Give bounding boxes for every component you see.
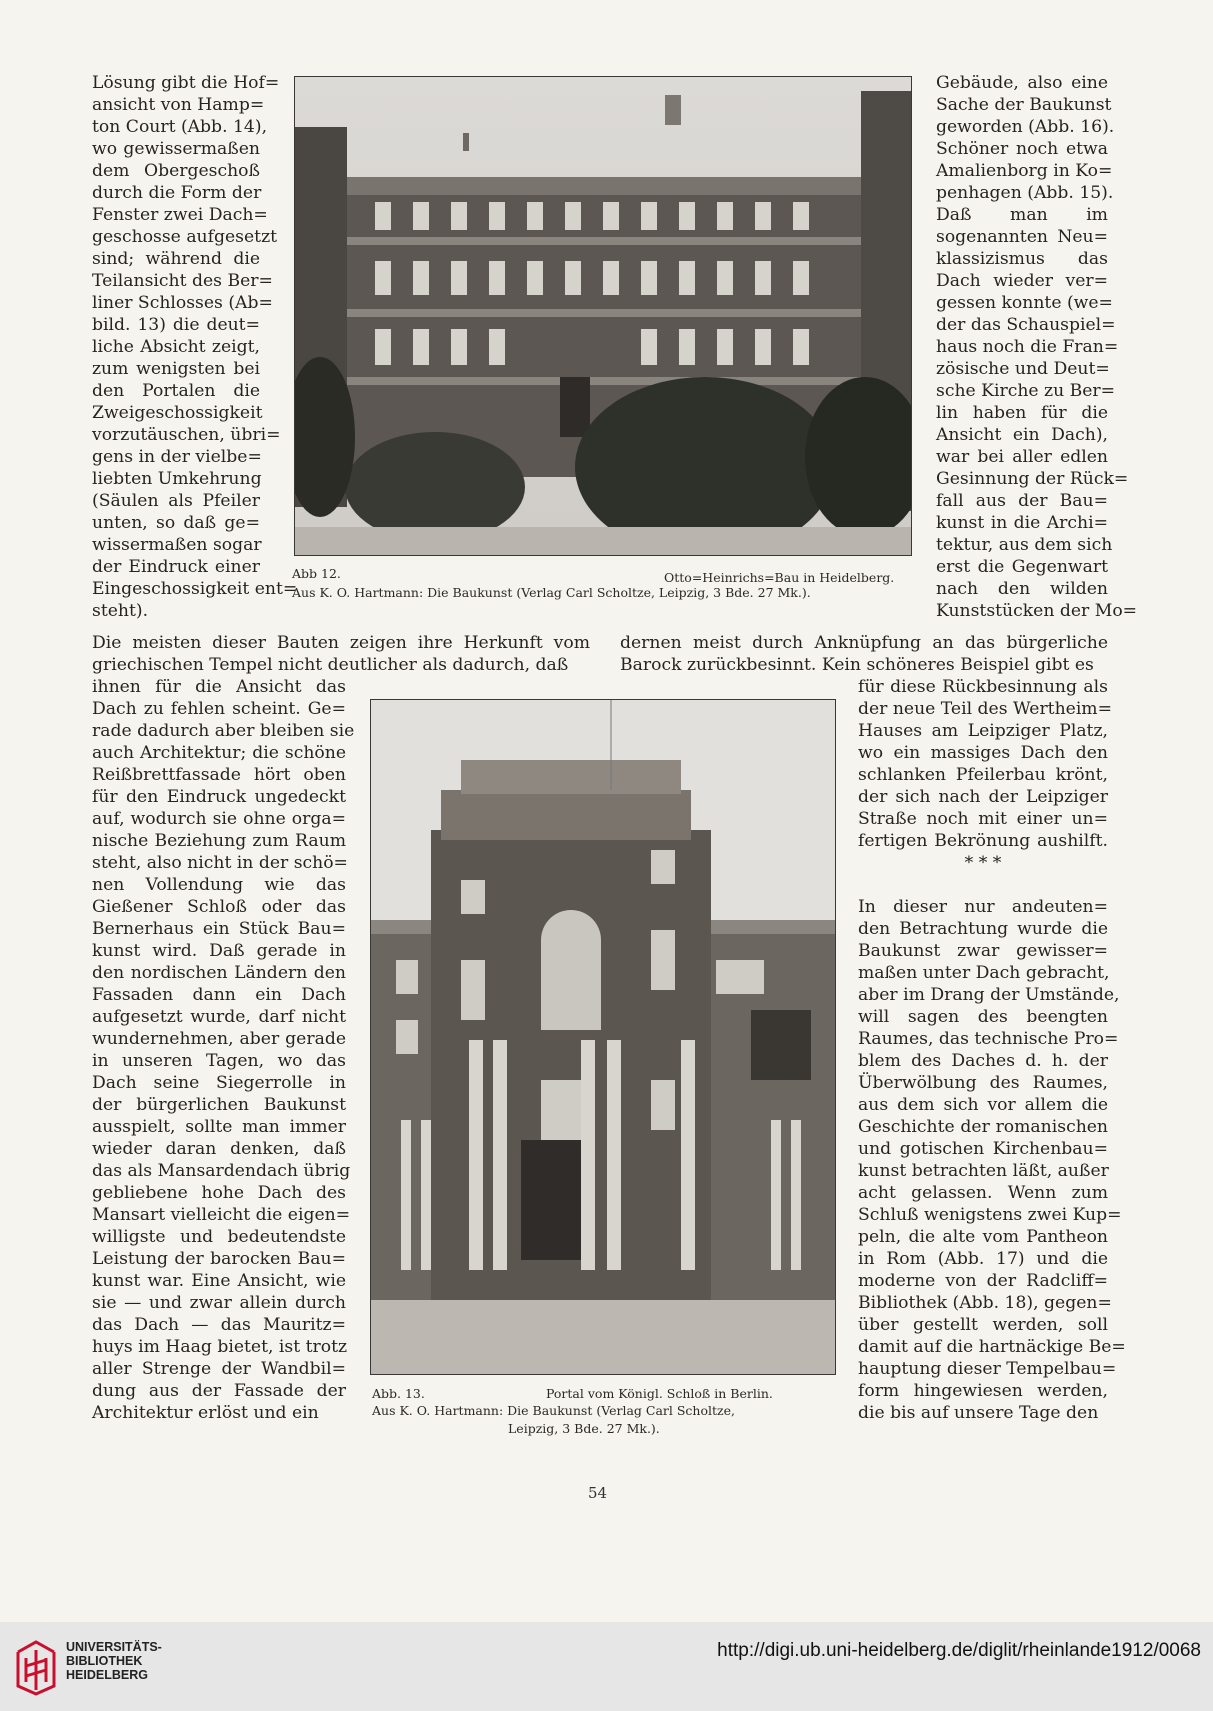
middle-left-lines: [92, 632, 590, 676]
text-line: Barock zurückbesinnt. Kein schöneres Beispiel gibt es: [620, 655, 1094, 675]
text-line: blem des Daches d. h. der: [858, 1051, 1108, 1071]
text-line: Sache der Baukunst: [936, 95, 1112, 115]
text-line: dernen meist durch Anknüpfung an das bürgerliche: [620, 633, 1108, 653]
text-line: Kunststücken der Mo=: [936, 601, 1138, 621]
text-line: gebliebene hohe Dach des: [92, 1183, 346, 1203]
text-line: Straße noch mit einer un=: [858, 809, 1108, 829]
left-column-bottom: [92, 676, 355, 1424]
text-line: kunst betrachten läßt, außer: [858, 1161, 1109, 1181]
text-line: hauptung dieser Tempelbau=: [858, 1359, 1117, 1379]
figure-13-label: Abb. 13.: [372, 1386, 425, 1401]
text-line: das Dach — das Mauritz=: [92, 1315, 346, 1335]
text-line: zum wenigsten bei: [92, 359, 260, 379]
text-line: der bürgerlichen Baukunst: [92, 1095, 346, 1115]
text-line: dung aus der Fassade der: [92, 1381, 346, 1401]
text-line: in Rom (Abb. 17) und die: [858, 1249, 1108, 1269]
text-line: für diese Rückbesinnung als: [858, 677, 1108, 697]
text-line: und gotischen Kirchenbau=: [858, 1139, 1108, 1159]
text-line: erst die Gegenwart: [936, 557, 1108, 577]
text-line: will sagen des beengten: [858, 1007, 1108, 1027]
text-line: Mansart vielleicht die eigen=: [92, 1205, 351, 1225]
text-line: Fassaden dann ein Dach: [92, 985, 346, 1005]
library-name-line3: HEIDELBERG: [66, 1668, 148, 1682]
text-line: über gestellt werden, soll: [858, 1315, 1108, 1335]
library-name-line1: UNIVERSITÄTS-: [66, 1640, 162, 1654]
text-line: ton Court (Abb. 14),: [92, 117, 268, 137]
text-line: durch die Form der: [92, 183, 262, 203]
figure-12-title: Otto=Heinrichs=Bau in Heidelberg.: [664, 570, 895, 585]
text-line: Dach zu fehlen scheint. Ge=: [92, 699, 346, 719]
text-line: Gießener Schloß oder das: [92, 897, 346, 917]
text-line: haus noch die Fran=: [936, 337, 1119, 357]
text-line: Dach wieder ver=: [936, 271, 1108, 291]
middle-right-lines: [620, 632, 1108, 676]
text-line: war bei aller edlen: [936, 447, 1108, 467]
text-line: * * *: [964, 853, 1002, 873]
text-line: Überwölbung des Raumes,: [858, 1073, 1108, 1093]
text-line: Dach seine Siegerrolle in: [92, 1073, 346, 1093]
text-line: Geschichte der romanischen: [858, 1117, 1108, 1137]
text-line: Raumes, das technische Pro=: [858, 1029, 1119, 1049]
text-line: (Säulen als Pfeiler: [92, 491, 260, 511]
text-line: Baukunst zwar gewisser=: [858, 941, 1108, 961]
text-line: [858, 874, 1108, 896]
right-column-top: [936, 72, 1138, 622]
source-url-link[interactable]: http://digi.ub.uni-heidelberg.de/diglit/rheinlande1912/0068: [717, 1640, 1201, 1661]
text-line: damit auf die hartnäckige Be=: [858, 1337, 1126, 1357]
text-line: liche Absicht zeigt,: [92, 337, 260, 357]
figure-13-title: Portal vom Königl. Schloß in Berlin.: [546, 1386, 773, 1401]
text-line: maßen unter Dach gebracht,: [858, 963, 1110, 983]
text-line: Fenster zwei Dach=: [92, 205, 268, 225]
text-line: liner Schlosses (Ab=: [92, 293, 273, 313]
text-line: Zweigeschossigkeit: [92, 403, 263, 423]
text-line: form hingewiesen werden,: [858, 1381, 1108, 1401]
figure-13-credit-line1: Aus K. O. Hartmann: Die Baukunst (Verlag Carl Scholtze,: [372, 1403, 735, 1418]
text-line: steht).: [92, 601, 149, 621]
text-line: huys im Haag bietet, ist trotz: [92, 1337, 348, 1357]
text-line: fall aus der Bau=: [936, 491, 1108, 511]
text-line: sie — und zwar allein durch: [92, 1293, 346, 1313]
text-line: in unseren Tagen, wo das: [92, 1051, 346, 1071]
text-line: dem Obergeschoß: [92, 161, 260, 181]
text-line: moderne von der Radcliff=: [858, 1271, 1108, 1291]
text-line: fertigen Bekrönung aushilft.: [858, 831, 1108, 851]
text-line: gessen konnte (we=: [936, 293, 1113, 313]
text-line: zösische und Deut=: [936, 359, 1110, 379]
text-line: den Portalen die: [92, 381, 260, 401]
text-line: penhagen (Abb. 15).: [936, 183, 1114, 203]
text-line: kunst wird. Daß gerade in: [92, 941, 346, 961]
text-line: wieder daran denken, daß: [92, 1139, 346, 1159]
text-line: der sich nach der Leipziger: [858, 787, 1108, 807]
library-name: [66, 1640, 162, 1682]
figure-12-photo: [294, 76, 912, 556]
heidelberg-castle-image: [295, 77, 911, 555]
text-line: Daß man im: [936, 205, 1108, 225]
figure-12-credit: Aus K. O. Hartmann: Die Baukunst (Verlag Carl Scholtze, Leipzig, 3 Bde. 27 Mk.).: [292, 585, 811, 600]
text-line: unten, so daß ge=: [92, 513, 260, 533]
text-line: In dieser nur andeuten=: [858, 897, 1108, 917]
text-line: peln, die alte vom Pantheon: [858, 1227, 1108, 1247]
text-line: Leistung der barocken Bau=: [92, 1249, 346, 1269]
text-line: aus dem sich vor allem die: [858, 1095, 1108, 1115]
text-line: Bibliothek (Abb. 18), gegen=: [858, 1293, 1112, 1313]
text-line: aufgesetzt wurde, darf nicht: [92, 1007, 346, 1027]
text-line: der das Schauspiel=: [936, 315, 1116, 335]
text-line: Ansicht ein Dach),: [936, 425, 1108, 445]
text-line: griechischen Tempel nicht deutlicher als dadurch, daß: [92, 655, 569, 675]
text-line: tektur, aus dem sich: [936, 535, 1113, 555]
text-line: acht gelassen. Wenn zum: [858, 1183, 1108, 1203]
university-library-logo: [12, 1638, 60, 1696]
berlin-palace-portal-image: [371, 700, 835, 1374]
text-line: Eingeschossigkeit ent=: [92, 579, 298, 599]
text-line: wo ein massiges Dach den: [858, 743, 1108, 763]
figure-13-credit-line2: Leipzig, 3 Bde. 27 Mk.).: [508, 1421, 660, 1436]
text-line: gens in der vielbe=: [92, 447, 262, 467]
text-line: ihnen für die Ansicht das: [92, 677, 346, 697]
text-line: liebten Umkehrung: [92, 469, 262, 489]
text-line: wundernehmen, aber gerade: [92, 1029, 346, 1049]
text-line: den nordischen Ländern den: [92, 963, 346, 983]
library-name-line2: BIBLIOTHEK: [66, 1654, 143, 1668]
text-line: Reißbrettfassade hört oben: [92, 765, 346, 785]
text-line: nische Beziehung zum Raum: [92, 831, 346, 851]
footer-bar: [0, 1622, 1213, 1711]
text-line: nen Vollendung wie das: [92, 875, 346, 895]
page-number: 54: [588, 1484, 608, 1502]
text-line: klassizismus das: [936, 249, 1108, 269]
text-line: wissermaßen sogar: [92, 535, 262, 555]
left-column-top: [92, 72, 298, 622]
text-line: kunst war. Eine Ansicht, wie: [92, 1271, 346, 1291]
text-line: nach den wilden: [936, 579, 1108, 599]
text-line: rade dadurch aber bleiben sie: [92, 721, 355, 741]
text-line: auf, wodurch sie ohne orga=: [92, 809, 346, 829]
figure-13-photo: [370, 699, 836, 1375]
text-line: Teilansicht des Ber=: [92, 271, 273, 291]
figure-12-label: Abb 12.: [292, 566, 341, 581]
text-line: Hauses am Leipziger Platz,: [858, 721, 1108, 741]
right-column-bottom: [858, 676, 1126, 1424]
text-line: schlanken Pfeilerbau krönt,: [858, 765, 1108, 785]
text-line: Gesinnung der Rück=: [936, 469, 1129, 489]
text-line: vorzutäuschen, übri=: [92, 425, 281, 445]
text-line: wo gewissermaßen: [92, 139, 260, 159]
text-line: der Eindruck einer: [92, 557, 260, 577]
text-line: Die meisten dieser Bauten zeigen ihre Herkunft vom: [92, 633, 590, 653]
text-line: aber im Drang der Umstände,: [858, 985, 1120, 1005]
text-line: steht, also nicht in der schö=: [92, 853, 348, 873]
text-line: ausspielt, sollte man immer: [92, 1117, 346, 1137]
text-line: auch Architektur; die schöne: [92, 743, 346, 763]
text-line: Bernerhaus ein Stück Bau=: [92, 919, 346, 939]
text-line: der neue Teil des Wertheim=: [858, 699, 1113, 719]
text-line: geworden (Abb. 16).: [936, 117, 1115, 137]
text-line: sche Kirche zu Ber=: [936, 381, 1116, 401]
text-line: ansicht von Hamp=: [92, 95, 265, 115]
text-line: sind; während die: [92, 249, 260, 269]
text-line: für den Eindruck ungedeckt: [92, 787, 346, 807]
text-line: den Betrachtung wurde die: [858, 919, 1108, 939]
text-line: Schluß wenigstens zwei Kup=: [858, 1205, 1122, 1225]
text-line: Schöner noch etwa: [936, 139, 1108, 159]
text-line: das als Mansardendach übrig: [92, 1161, 351, 1181]
text-line: kunst in die Archi=: [936, 513, 1108, 533]
text-line: willigste und bedeutendste: [92, 1227, 346, 1247]
text-line: sogenannten Neu=: [936, 227, 1108, 247]
text-line: Amalienborg in Ko=: [936, 161, 1113, 181]
text-line: Gebäude, also eine: [936, 73, 1108, 93]
text-line: lin haben für die: [936, 403, 1108, 423]
text-line: geschosse aufgesetzt: [92, 227, 278, 247]
text-line: Lösung gibt die Hof=: [92, 73, 280, 93]
text-line: bild. 13) die deut=: [92, 315, 260, 335]
text-line: die bis auf unsere Tage den: [858, 1403, 1099, 1423]
text-line: aller Strenge der Wandbil=: [92, 1359, 346, 1379]
text-line: Architektur erlöst und ein: [92, 1403, 319, 1423]
